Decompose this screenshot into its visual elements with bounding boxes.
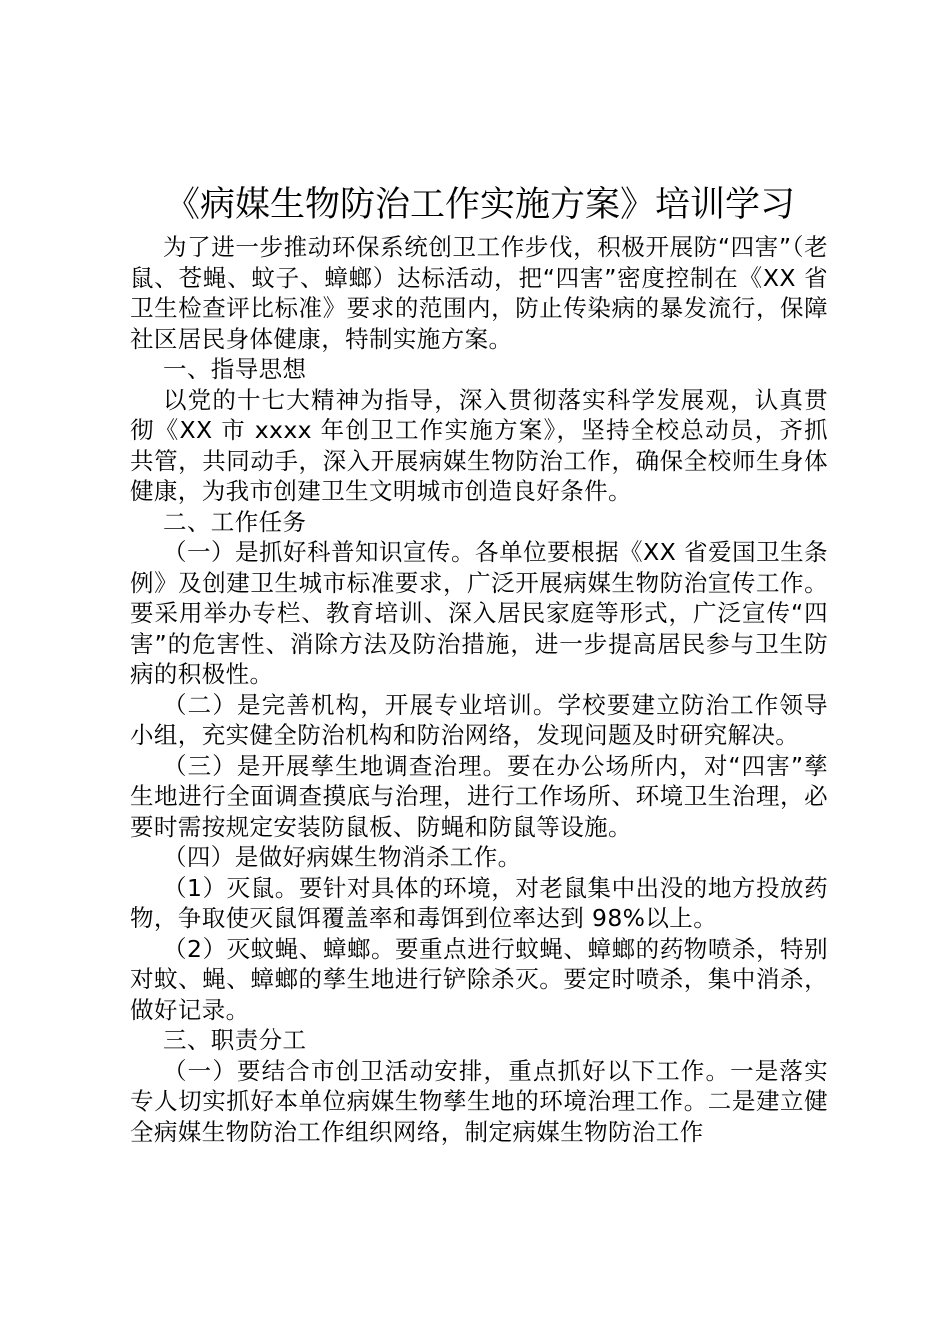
paragraph-task-3: （三）是开展孳生地调查治理。要在办公场所内，对“四害”孳生地进行全面调查摸底与治理，进行工作场所、环境卫生治理，必要时需按规定安装防鼠板、防蝇和防鼠等设施。 — [130, 751, 828, 841]
paragraph-intro: 为了进一步推动环保系统创卫工作步伐，积极开展防“四害”（老鼠、苍蝇、蚊子、蟑螂）达标活动，把“四害”密度控制在《XX 省卫生检查评比标准》要求的范围内，防止传染病的暴发流行，保障社区居民身体健康，特制实施方案。 — [130, 233, 828, 353]
paragraph-task-4-item-1: （1）灭鼠。要针对具体的环境，对老鼠集中出没的地方投放药物，争取使灭鼠饵覆盖率和毒饵到位率达到 98%以上。 — [130, 873, 828, 932]
section-heading-guiding-ideology: 一、指导思想 — [163, 355, 307, 383]
section-heading-work-tasks: 二、工作任务 — [163, 507, 307, 536]
paragraph-responsibility-1: （一）要结合市创卫活动安排，重点抓好以下工作。一是落实专人切实抓好本单位病媒生物孳生地的环境治理工作。二是建立健全病媒生物防治工作组织网络，制定病媒生物防治工作 — [130, 1056, 828, 1146]
paragraph-task-1: （一）是抓好科普知识宣传。各单位要根据《XX 省爱国卫生条例》及创建卫生城市标准要求，广泛开展病媒生物防治宣传工作。要采用举办专栏、教育培训、深入居民家庭等形式，广泛宣传“四害”的危害性、消除方法及防治措施，进一步提高居民参与卫生防病的积极性。 — [130, 538, 828, 688]
paragraph-guiding-ideology: 以党的十七大精神为指导，深入贯彻落实科学发展观，认真贯彻《XX 市 xxxx 年创卫工作实施方案》，坚持全校总动员，齐抓共管，共同动手，深入开展病媒生物防治工作，确保全校师生身体健康，为我市创建卫生文明城市创造良好条件。 — [130, 385, 828, 505]
document-title: 《病媒生物防治工作实施方案》培训学习 — [164, 185, 795, 225]
paragraph-task-4: （四）是做好病媒生物消杀工作。 — [163, 843, 522, 871]
paragraph-task-4-item-2: （2）灭蚊蝇、蟑螂。要重点进行蚊蝇、蟑螂的药物喷杀，特别对蚊、蝇、蟑螂的孳生地进行铲除杀灭。要定时喷杀，集中消杀，做好记录。 — [130, 934, 828, 1024]
document-body — [130, 232, 828, 1147]
paragraph-task-2: （二）是完善机构，开展专业培训。学校要建立防治工作领导小组，充实健全防治机构和防治网络，发现问题及时研究解决。 — [130, 690, 828, 749]
section-heading-responsibilities: 三、职责分工 — [163, 1026, 307, 1054]
